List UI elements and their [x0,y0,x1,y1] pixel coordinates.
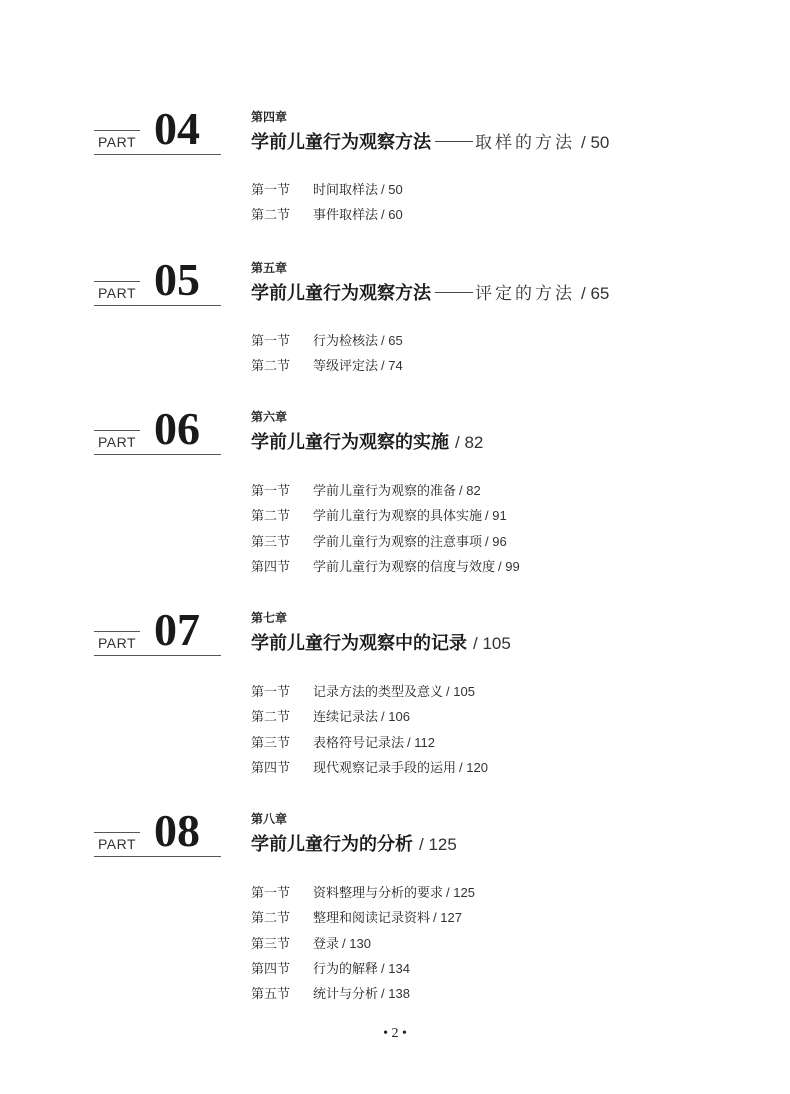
section-title: 记录方法的类型及意义 [313,685,444,700]
section-number: 第四节 [251,559,291,575]
chapter-title: 学前儿童行为观察的实施 [251,432,449,453]
part-underline [94,454,221,455]
section-page: / 106 [381,709,410,725]
chapter-subtitle: 取样的方法 [475,133,575,153]
chapter-title: 学前儿童行为观察方法 [251,132,431,153]
section-page: / 120 [459,759,488,775]
section-page: / 50 [381,182,403,197]
section-page: / 82 [459,483,481,498]
part-number: 04 [154,103,200,154]
section-list [251,179,403,230]
section-item[interactable] [251,681,488,706]
section-title: 学前儿童行为观察的准备 [313,484,457,499]
chapter-heading[interactable] [251,830,457,856]
section-item[interactable] [251,958,475,983]
chapter-title: 学前儿童行为的分析 [251,834,413,855]
part-marker [94,805,221,872]
section-item[interactable] [251,933,475,958]
page-number: • 2 • [383,1026,407,1041]
chapter-heading[interactable] [251,428,483,454]
section-page: / 91 [485,508,507,524]
section-title: 整理和阅读记录资料 [313,911,431,927]
part-label: PART [98,635,137,651]
section-number: 第一节 [251,183,291,198]
part-underline [94,305,221,306]
part-number: 07 [154,604,200,655]
chapter-heading[interactable] [251,128,609,154]
chapter-number: 第五章 [251,261,288,275]
section-page: / 127 [433,910,462,926]
part-divider [94,430,140,431]
section-number: 第二节 [251,509,291,525]
section-page: / 74 [381,358,403,374]
chapter-number: 第七章 [251,611,288,625]
chapter-number: 第四章 [251,110,288,124]
section-item[interactable] [251,907,475,932]
section-item[interactable] [251,531,520,556]
chapter-heading[interactable] [251,629,511,655]
section-number: 第二节 [251,911,291,927]
part-label: PART [98,836,137,852]
section-item[interactable] [251,480,520,505]
section-list [251,882,475,1008]
chapter-title: 学前儿童行为观察中的记录 [251,633,467,654]
section-item[interactable] [251,882,475,907]
section-number: 第三节 [251,534,291,550]
section-number: 第四节 [251,760,291,776]
section-list [251,480,520,581]
chapter-page: / 125 [419,835,457,854]
section-title: 学前儿童行为观察的具体实施 [313,509,483,525]
section-page: / 96 [485,533,507,549]
section-title: 连续记录法 [313,710,379,726]
section-page: / 99 [498,558,520,574]
section-title: 事件取样法 [313,208,379,224]
chapter-page: / 50 [581,133,610,152]
section-number: 第四节 [251,961,291,977]
section-page: / 105 [446,684,475,699]
section-item[interactable] [251,505,520,530]
chapter-page: / 65 [581,284,610,303]
title-dash [435,141,473,142]
section-item[interactable] [251,355,403,380]
section-item[interactable] [251,983,475,1008]
title-dash [435,292,473,293]
section-list [251,681,488,782]
section-number: 第三节 [251,936,291,952]
part-marker [94,403,221,470]
section-title: 登录 [313,936,340,952]
part-marker [94,604,221,671]
part-underline [94,655,221,656]
part-underline [94,856,221,857]
section-item[interactable] [251,757,488,782]
part-divider [94,130,140,131]
part-marker [94,254,221,321]
section-number: 第二节 [251,359,291,375]
section-title: 学前儿童行为观察的注意事项 [313,534,483,550]
section-title: 等级评定法 [313,359,379,375]
section-page: / 60 [381,207,403,223]
section-number: 第一节 [251,334,291,349]
section-item[interactable] [251,732,488,757]
section-number: 第二节 [251,208,291,224]
section-title: 现代观察记录手段的运用 [313,760,457,776]
chapter-number: 第八章 [251,812,288,826]
chapter-title: 学前儿童行为观察方法 [251,283,431,304]
section-item[interactable] [251,556,520,581]
part-label: PART [98,434,137,450]
section-title: 统计与分析 [313,987,379,1003]
section-page: / 125 [446,885,475,900]
part-marker [94,103,221,170]
part-number: 06 [154,403,200,454]
section-item[interactable] [251,330,403,355]
section-number: 第五节 [251,987,291,1003]
chapter-heading[interactable] [251,279,609,305]
section-number: 第一节 [251,484,291,499]
part-underline [94,154,221,155]
section-number: 第一节 [251,685,291,700]
chapter-page: / 82 [455,433,484,452]
part-label: PART [98,285,137,301]
section-list [251,330,403,381]
chapter-page: / 105 [473,634,511,653]
section-title: 行为检核法 [313,334,379,349]
part-label: PART [98,134,137,150]
part-divider [94,631,140,632]
section-title: 时间取样法 [313,183,379,198]
section-title: 资料整理与分析的要求 [313,886,444,901]
section-page: / 130 [342,935,371,951]
section-title: 行为的解释 [313,961,379,977]
section-page: / 112 [407,734,435,750]
section-item[interactable] [251,204,403,229]
section-page: / 138 [381,986,410,1002]
section-title: 学前儿童行为观察的信度与效度 [313,559,496,575]
section-page: / 134 [381,960,410,976]
section-number: 第二节 [251,710,291,726]
section-number: 第三节 [251,735,291,751]
part-number: 05 [154,254,200,305]
part-divider [94,281,140,282]
section-number: 第一节 [251,886,291,901]
chapter-number: 第六章 [251,410,288,424]
section-item[interactable] [251,179,403,204]
section-title: 表格符号记录法 [313,735,405,751]
chapter-subtitle: 评定的方法 [475,284,575,304]
section-page: / 65 [381,333,403,348]
section-item[interactable] [251,706,488,731]
part-number: 08 [154,805,200,856]
part-divider [94,832,140,833]
